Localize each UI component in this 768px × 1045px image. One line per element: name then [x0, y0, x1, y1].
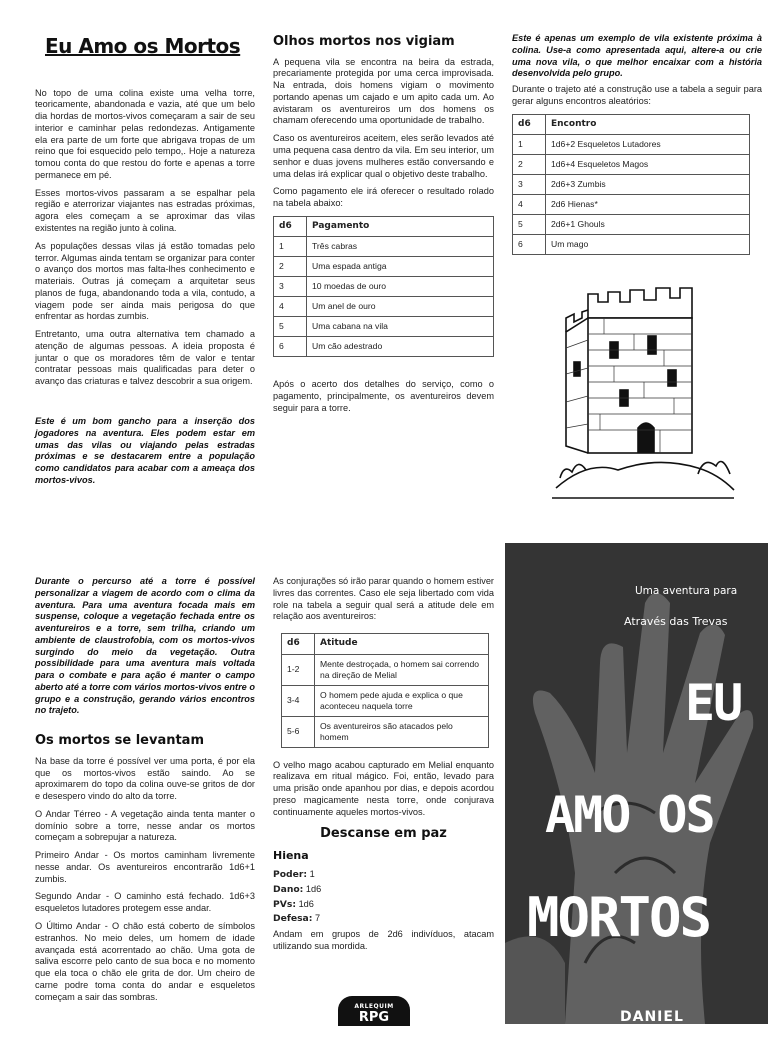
table-row [274, 257, 494, 277]
table-header-d6: d6 [513, 114, 546, 135]
table-row [274, 277, 494, 297]
attitude-table [281, 633, 489, 748]
cover-art [505, 543, 768, 1043]
table-cell: 5 [274, 317, 307, 337]
section-heading-village: Olhos mortos nos vigiam [273, 34, 455, 49]
cover-title-line-3: MORTOS [527, 886, 711, 949]
table-cell: 3 [513, 175, 546, 195]
table-row [274, 337, 494, 357]
village-note: Este é apenas um exemplo de vila existente próxima à colina. Use-a como apresentada aqui, altere-a ou crie uma nova vila, o que melhor encaixar com a história desenvolvida pelo grupo. [512, 33, 762, 79]
table-cell: Os aventureiros são atacados pelo homem [315, 716, 489, 747]
stat-row: Dano: 1d6 [273, 883, 322, 895]
cover-subtitle-1: Uma aventura para [635, 585, 738, 597]
table-cell: 6 [274, 337, 307, 357]
table-header-row [282, 634, 489, 655]
cover-author: DANIEL MIRANDA [620, 1009, 702, 1043]
table-cell: 2d6+3 Zumbis [546, 175, 750, 195]
table-row [513, 175, 750, 195]
tower-floor-second: Segundo Andar - O caminho está fechado. 1d6+3 esqueletos lutadores protegem esse andar. [35, 891, 255, 914]
release-paragraph: As conjurações só irão parar quando o homem estiver livres das correntes. Caso ele seja libertado com vida role na tabela a seguir qual será a atitude dele em relação aos aventureiros: [273, 576, 494, 622]
table-row [513, 235, 750, 255]
mage-paragraph: O velho mago acabou capturado em Melial enquanto realizava em ritual mágico. Foi, então, levado para uma prisão onde apanhou por dias, e depois acordou preso magicamente nesta torre, onde conjurava continuamente aqueles mortos-vivos. [273, 759, 494, 817]
intro-paragraph-3: As populações dessas vilas já estão tomadas pelo terror. Algumas ainda tentam se organizar para conter o avanço dos mortos mas falta-lhes conhecimento e materiais. Outras já começam a arquitetar seus planos de fuga, abandonando toda a vila, contudo, a viagem pode ser ainda mais perigosa do que enfrentar as hordas zumbis. [35, 240, 255, 322]
column-rest [273, 576, 494, 959]
table-cell: O homem pede ajuda e explica o que aconteceu naquela torre [315, 685, 489, 716]
column-encounters [512, 33, 762, 255]
table-cell: 1-2 [282, 654, 315, 685]
village-paragraph-2: Caso os aventureiros aceitem, eles serão levados até uma pequena casa dentro da vila. Em seu interior, um senhor e duas jovens mulheres estão conversando e uma delas irá explicar qual o objetivo deste trabalho. [273, 133, 494, 179]
cover-title-line-1: EU [685, 674, 742, 732]
intro-paragraph-2: Esses mortos-vivos passaram a se espalhar pela região e aterrorizar viajantes nas estradas próximas, agora eles começam a se aproximar das vilas existentes na região junto à colina. [35, 187, 255, 234]
stat-row: Defesa: 7 [273, 913, 321, 925]
table-header-payment: Pagamento [307, 216, 494, 237]
table-cell: 3-4 [282, 685, 315, 716]
tower-floor-last: O Último Andar - O chão está coberto de símbolos estranhos. No meio deles, um homem de idade avançada está acorrentado ao chão. Uma gota de saliva escorre pelo canto de sua boca e no momento que ela toca o chão ele grita de dor. Um cheiro de carne podre toma conta do andar e esqueletos começam a sair das sombras. [35, 921, 255, 1002]
table-row [282, 716, 489, 747]
stat-row: PVs: 1d6 [273, 898, 314, 910]
tower-illustration [548, 278, 738, 500]
table-cell: 1d6+2 Esqueletos Lutadores [546, 135, 750, 155]
column-tower [35, 576, 255, 1009]
logo-top-text: ARLEQUIM [354, 1003, 394, 1010]
table-cell: Mente destroçada, o homem sai correndo na direção de Melial [315, 654, 489, 685]
intro-paragraph-4: Entretanto, uma outra alternativa tem chamado a atenção de algumas pessoas. A ideia proposta é juntar o que os moradores têm de valor e tentar contratar pessoas mais qualificadas para deter o avanço das criaturas e talvez descobrir a sua origem. [35, 329, 255, 387]
table-row [513, 135, 750, 155]
travel-note: Durante o percurso até a torre é possível personalizar a viagem de acordo com o clima da aventura. Para uma aventura focada mais em suspense, coloque a vegetação fechada entre os aventureiros e a torre, sem trilha, criando um ambiente de claustrofobia, com os mortos-vivos surgindo do meio da vegetação. Outra possibilidade para uma aventura mais voltada para o combate e para ação é manter o campo aberto até a torre com vários mortos-vivos entre o grupo e a construção, gerando vários encontros no trajeto. [35, 576, 255, 716]
table-cell: 1 [513, 135, 546, 155]
table-cell: 6 [513, 235, 546, 255]
table-cell: Um mago [546, 235, 750, 255]
table-cell: Uma espada antiga [307, 257, 494, 277]
table-row [282, 685, 489, 716]
table-cell: Três cabras [307, 237, 494, 257]
table-row [513, 215, 750, 235]
table-row [282, 654, 489, 685]
table-cell: Uma cabana na vila [307, 317, 494, 337]
table-header-d6: d6 [282, 634, 315, 655]
table-cell: 2 [513, 155, 546, 175]
table-cell: 5 [513, 215, 546, 235]
publisher-logo [338, 996, 410, 1026]
table-row [274, 237, 494, 257]
hook-note: Este é um bom gancho para a inserção dos jogadores na aventura. Eles podem estar em umas das vilas ou viajando pelas estradas próximas e se destacarem entre a população como candidatos para acabar com a ameaça dos mortos-vivos. [35, 415, 255, 485]
tower-floor-ground: O Andar Térreo - A vegetação ainda tenta manter o domínio sobre a torre, nesse andar os mortos começam a sobrepujar a natureza. [35, 808, 255, 843]
table-header-d6: d6 [274, 216, 307, 237]
encounter-table [512, 114, 750, 256]
table-row [513, 155, 750, 175]
column-intro [35, 34, 255, 495]
stat-row: Poder: 1 [273, 869, 315, 881]
table-header-encounter: Encontro [546, 114, 750, 135]
table-cell: Um anel de ouro [307, 297, 494, 317]
payment-table [273, 216, 494, 358]
table-cell: Um cão adestrado [307, 337, 494, 357]
creature-description: Andam em grupos de 2d6 indivíduos, atacam utilizando sua mordida. [273, 929, 494, 951]
tower-paragraph-1: Na base da torre é possível ver uma porta, é por ela que os mortos-vivos estão saindo. Ao se aproximarem do topo da colina ouve-se gritos de dor e desespero vindo do alto da torre. [35, 755, 255, 802]
table-cell: 2d6+1 Ghouls [546, 215, 750, 235]
page-title: Eu Amo os Mortos [45, 34, 241, 58]
table-cell: 4 [513, 195, 546, 215]
logo-bottom-text: RPG [358, 1009, 390, 1025]
encounter-intro: Durante o trajeto até a construção use a tabela a seguir para gerar alguns encontros aleatórios: [512, 84, 762, 106]
creature-name: Hiena [273, 849, 309, 863]
column-village [273, 34, 494, 421]
table-header-row [513, 114, 750, 135]
table-header-row [274, 216, 494, 237]
table-cell: 4 [274, 297, 307, 317]
section-heading-tower: Os mortos se levantam [35, 733, 204, 749]
table-row [274, 317, 494, 337]
table-cell: 5-6 [282, 716, 315, 747]
table-cell: 10 moedas de ouro [307, 277, 494, 297]
table-cell: 2 [274, 257, 307, 277]
tower-floor-first: Primeiro Andar - Os mortos caminham livremente nesse andar. Os aventureiros encontrarão 1d6+1 zumbis. [35, 850, 255, 884]
village-paragraph-4: Após o acerto dos detalhes do serviço, como o pagamento, principalmente, os aventureiros devem seguir para a torre. [273, 379, 494, 413]
section-heading-rest: Descanse em paz [320, 826, 447, 842]
stat-block [273, 869, 494, 925]
table-cell: 1 [274, 237, 307, 257]
cover-subtitle-2: Através das Trevas [624, 615, 728, 628]
table-cell: 1d6+4 Esqueletos Magos [546, 155, 750, 175]
village-paragraph-3: Como pagamento ele irá oferecer o resultado rolado na tabela abaixo: [273, 186, 494, 209]
cover-title-line-2: AMO OS [545, 786, 714, 844]
intro-paragraph-1: No topo de uma colina existe uma velha torre, teoricamente, abandonada e vazia, até que um belo dia hordas de mortos-vivos começaram a sair de seu interior e caminhar pelas redondezas. Antigamente ela era parte de um forte que abrigava tropas de um reino que foi esquecido pelo tempo,. Hoje a natureza tomou conta do que restou do forte e apenas a torre permanece em pé. [35, 87, 255, 180]
table-cell: 2d6 Hienas* [546, 195, 750, 215]
table-header-attitude: Atitude [315, 634, 489, 655]
table-cell: 3 [274, 277, 307, 297]
village-paragraph-1: A pequena vila se encontra na beira da estrada, precariamente protegida por uma cerca improvisada. Na entrada, dois homens vigiam o movimento portando apenas um cajado e um apito cada um. Ao avistaram os aventureiros um dos homens os chamam oferecendo uma oportunidade de trabalho. [273, 56, 494, 126]
table-row [513, 195, 750, 215]
table-row [274, 297, 494, 317]
